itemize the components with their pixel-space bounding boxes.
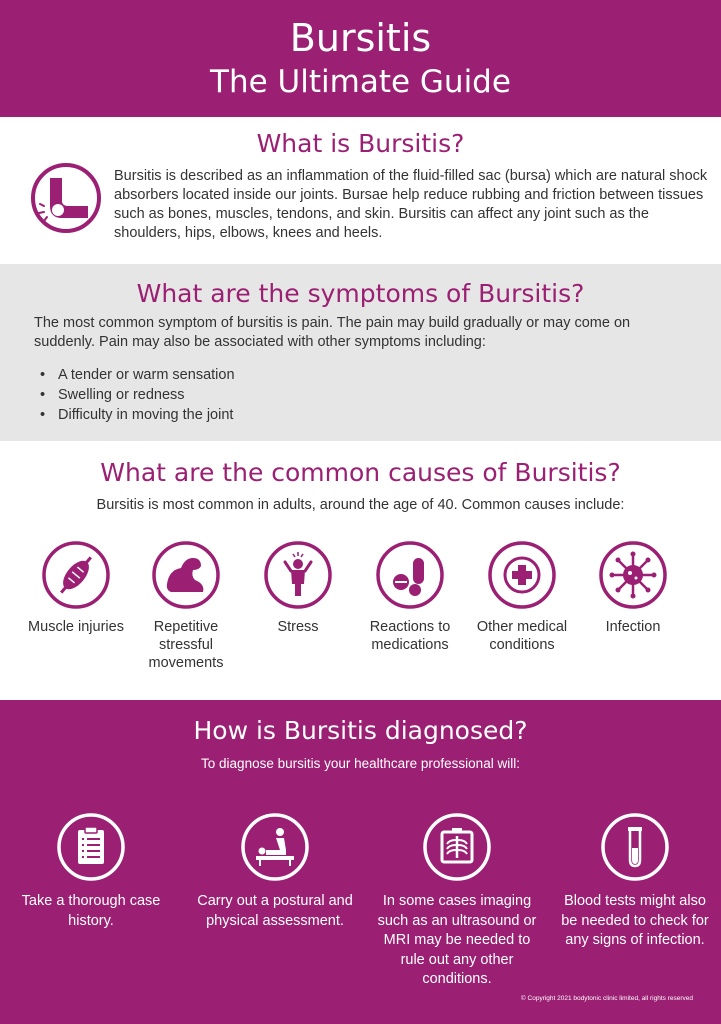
list-item: • A tender or warm sensation xyxy=(38,365,235,385)
muscle-icon xyxy=(41,540,111,610)
diagnosis-title: How is Bursitis diagnosed? xyxy=(193,716,528,745)
elbow-joint-icon xyxy=(30,162,102,234)
cause-label: Reactions to medications xyxy=(369,619,451,653)
medical-cross-icon xyxy=(487,540,557,610)
page-subtitle: The Ultimate Guide xyxy=(210,64,511,100)
cause-label: Infection xyxy=(605,619,661,635)
diagnosis-step-history xyxy=(6,812,176,931)
cause-label: Repetitive stressful movements xyxy=(148,619,224,671)
cause-medical-conditions xyxy=(462,540,582,654)
what-title: What is Bursitis? xyxy=(256,129,465,158)
diagnosis-panel xyxy=(0,700,721,1024)
test-tube-icon xyxy=(600,812,670,882)
virus-icon xyxy=(598,540,668,610)
diagnosis-subtitle: To diagnose bursitis your healthcare professional will: xyxy=(201,756,520,771)
symptoms-list xyxy=(38,365,235,425)
cause-muscle-injuries xyxy=(16,540,136,636)
xray-icon xyxy=(422,812,492,882)
cause-medications xyxy=(350,540,470,654)
cause-repetitive-movements xyxy=(126,540,246,672)
step-label: Blood tests might also be needed to check for any signs of infection. xyxy=(561,893,709,948)
symptoms-panel xyxy=(0,264,721,441)
pills-icon xyxy=(375,540,445,610)
symptoms-title: What are the symptoms of Bursitis? xyxy=(136,279,585,308)
header-banner xyxy=(0,0,721,117)
what-description: Bursitis is described as an inflammation of the fluid-filled sac (bursa) which are natural shock absorbers located inside our joints. Bursae help reduce rubbing and friction between tissues such as bones, muscles, tendons, and skin. Bursitis can affect any joint such as the shoulders, hips, elbows, knees and heels. xyxy=(114,168,708,241)
stressed-person-icon xyxy=(263,540,333,610)
cause-stress xyxy=(238,540,358,636)
page-title: Bursitis xyxy=(289,16,432,60)
causes-title: What are the common causes of Bursitis? xyxy=(100,458,621,487)
cause-infection xyxy=(573,540,693,636)
physio-assessment-icon xyxy=(240,812,310,882)
causes-subtitle: Bursitis is most common in adults, around the age of 40. Common causes include: xyxy=(96,497,625,513)
copyright-notice: © Copyright 2021 bodytonic clinic limited, all rights reserved xyxy=(520,995,693,1002)
cause-label: Other medical conditions xyxy=(476,619,568,653)
diagnosis-step-blood-tests xyxy=(555,812,715,951)
flexed-arm-icon xyxy=(151,540,221,610)
diagnosis-step-assessment xyxy=(190,812,360,931)
step-label: Carry out a postural and physical assessment. xyxy=(197,893,353,929)
symptoms-description: The most common symptom of bursitis is pain. The pain may build gradually or may come on suddenly. Pain may also be associated with other symptoms including: xyxy=(34,315,631,350)
cause-label: Muscle injuries xyxy=(28,619,124,635)
diagnosis-step-imaging xyxy=(372,812,542,990)
clipboard-icon xyxy=(56,812,126,882)
list-item: • Difficulty in moving the joint xyxy=(38,405,235,425)
step-label: Take a thorough case history. xyxy=(21,893,161,929)
list-item: • Swelling or redness xyxy=(38,385,235,405)
step-label: In some cases imaging such as an ultrasound or MRI may be needed to rule out any other conditions. xyxy=(377,893,537,987)
cause-label: Stress xyxy=(277,619,319,635)
